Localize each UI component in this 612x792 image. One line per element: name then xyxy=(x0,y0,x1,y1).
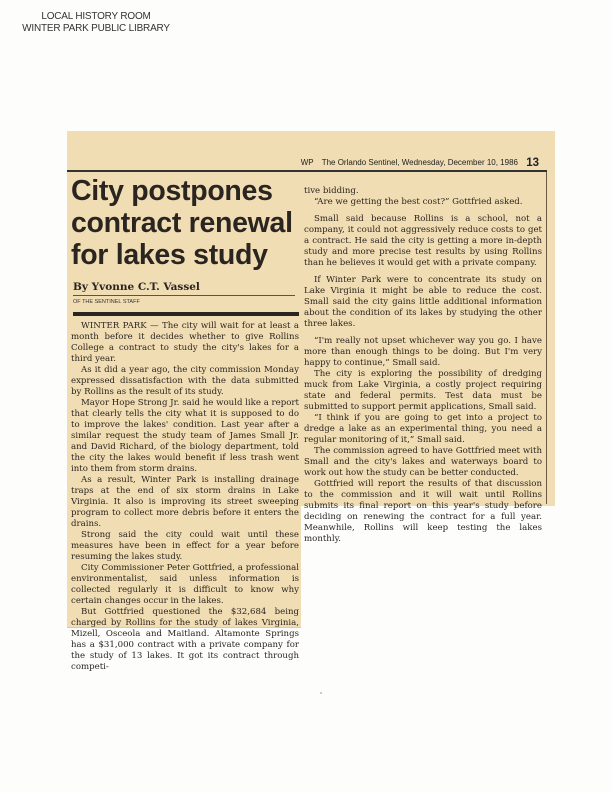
page-number: 13 xyxy=(526,157,539,169)
byline: By Yvonne C.T. Vassel xyxy=(73,281,200,293)
library-stamp xyxy=(20,10,172,34)
paragraph: Strong said the city could wait until these measures have been in effect for a year before resuming the lakes study. xyxy=(71,530,299,562)
byline-affiliation: OF THE SENTINEL STAFF xyxy=(73,299,140,305)
scan-speck xyxy=(320,692,322,694)
paragraph: The city is exploring the possibility of dredging muck from Lake Virginia, a costly project requiring state and federal permits. Test data must be submitted to support permit applications, Small said. xyxy=(304,369,542,412)
paragraph: City Commissioner Peter Gottfried, a professional environmentalist, said unless information is collected regularly it is difficult to know why certain changes occur in the lakes. xyxy=(71,563,299,606)
byline-divider xyxy=(73,295,295,296)
section-label: WP xyxy=(300,158,314,167)
paragraph: WINTER PARK — The city will wait for at least a month before it decides whether to give Rollins College a contract to study the city's lakes for a third year. xyxy=(71,321,299,364)
masthead xyxy=(67,156,555,170)
paragraph: The commission agreed to have Gottfried meet with Small and the city's lakes and waterways board to work out how the study can be better conducted. xyxy=(304,446,542,478)
paragraph: tive bidding. xyxy=(304,186,359,196)
byline-bar xyxy=(73,312,299,316)
publication-dateline: The Orlando Sentinel, Wednesday, December 10, 1986 xyxy=(321,158,518,167)
paragraph: As it did a year ago, the city commission Monday expressed dissatisfaction with the data submitted by Rollins as the result of its study. xyxy=(71,365,299,397)
stamp-line-1: LOCAL HISTORY ROOM xyxy=(41,10,151,22)
article-column-right xyxy=(304,186,542,545)
paragraph: Gottfried will report the results of that discussion to the commission and it will wait until Rollins submits its final report on this year's study before deciding on renewing the contract for a full year. Meanwhile, Rollins will keep testing the lakes monthly. xyxy=(304,479,542,544)
paragraph: “I'm really not upset whichever way you go. I have more than enough things to be doing. But I'm very happy to continue,” Small said. xyxy=(304,336,542,368)
headline: City postpones contract renewal for lakes study xyxy=(71,175,293,271)
paragraph: If Winter Park were to concentrate its study on Lake Virginia it might be able to reduce the cost. Small said the city gains little additional information about the condition of its lakes by studying the other three lakes. xyxy=(304,275,542,329)
article-column-left xyxy=(71,321,299,673)
paragraph: But Gottfried questioned the $32,684 being charged by Rollins for the study of lakes Virginia, Mizell, Osceola and Maitland. Altamonte Springs has a $31,000 contract with a private company for the study of 13 lakes. It got its contract through competi- xyxy=(71,607,299,672)
paragraph: Mayor Hope Strong Jr. said he would like a report that clearly tells the city what it is supposed to do to improve the lakes' condition. Last year after a similar request the study team of James Small Jr. and David Richard, of the biology department, told the city the lakes would benefit if less trash went into them from storm drains. xyxy=(71,398,299,474)
paragraph: Small said because Rollins is a school, not a company, it could not aggressively reduce costs to get a contract. He said the city is getting a more in-depth study and more precise test results by using Rollins than he believes it would get with a private company. xyxy=(304,214,542,268)
stamp-line-2: WINTER PARK PUBLIC LIBRARY xyxy=(22,22,170,34)
paragraph: “Are we getting the best cost?” Gottfried asked. xyxy=(314,197,523,207)
paragraph: As a result, Winter Park is installing drainage traps at the end of six storm drains in Lake Virginia. It also is improving its street sweeping program to collect more debris before it enters the drains. xyxy=(71,475,299,529)
column-edge-rule xyxy=(546,172,547,504)
masthead-rule xyxy=(67,170,547,172)
paragraph: “I think if you are going to get into a project to dredge a lake as an experimental thing, you need a regular monitoring of it,” Small said. xyxy=(304,413,542,445)
